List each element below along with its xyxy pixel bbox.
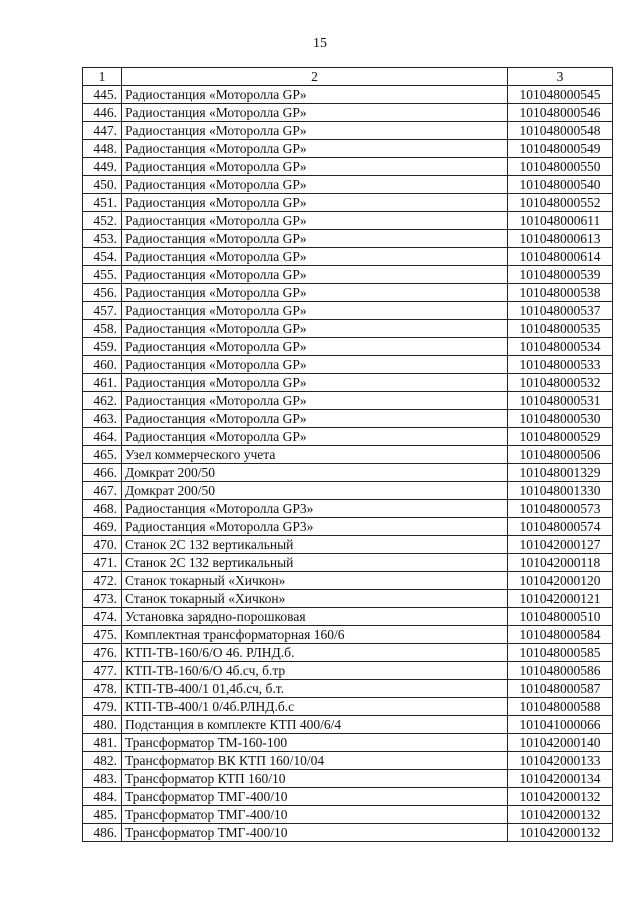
- inventory-code: 101048000532: [508, 374, 613, 392]
- row-number: 472.: [83, 572, 122, 590]
- item-name: Радиостанция «Моторолла GP»: [122, 158, 508, 176]
- inventory-code: 101048001329: [508, 464, 613, 482]
- inventory-code: 101048001330: [508, 482, 613, 500]
- table-body: [83, 86, 613, 842]
- row-number: 475.: [83, 626, 122, 644]
- row-number: 446.: [83, 104, 122, 122]
- item-name: Радиостанция «Моторолла GP»: [122, 194, 508, 212]
- inventory-code: 101048000529: [508, 428, 613, 446]
- item-name: Домкрат 200/50: [122, 482, 508, 500]
- table-row: [83, 716, 613, 734]
- item-name: Радиостанция «Моторолла GP»: [122, 230, 508, 248]
- row-number: 481.: [83, 734, 122, 752]
- row-number: 451.: [83, 194, 122, 212]
- table-row: [83, 824, 613, 842]
- row-number: 476.: [83, 644, 122, 662]
- item-name: КТП-ТВ-160/6/О 4б.сч, б.тр: [122, 662, 508, 680]
- row-number: 455.: [83, 266, 122, 284]
- row-number: 464.: [83, 428, 122, 446]
- inventory-code: 101048000531: [508, 392, 613, 410]
- row-number: 474.: [83, 608, 122, 626]
- item-name: Подстанция в комплекте КТП 400/6/4: [122, 716, 508, 734]
- row-number: 483.: [83, 770, 122, 788]
- item-name: Радиостанция «Моторолла GP»: [122, 356, 508, 374]
- row-number: 484.: [83, 788, 122, 806]
- inventory-code: 101048000545: [508, 86, 613, 104]
- inventory-code: 101042000132: [508, 788, 613, 806]
- item-name: Радиостанция «Моторолла GP»: [122, 122, 508, 140]
- inventory-code: 101048000574: [508, 518, 613, 536]
- table-row: [83, 176, 613, 194]
- item-name: Установка зарядно-порошковая: [122, 608, 508, 626]
- table-row: [83, 572, 613, 590]
- inventory-code: 101048000552: [508, 194, 613, 212]
- table-header-row: [83, 68, 613, 86]
- item-name: Радиостанция «Моторолла GP»: [122, 374, 508, 392]
- item-name: Радиостанция «Моторолла GP3»: [122, 500, 508, 518]
- header-col-number: 1: [83, 68, 122, 86]
- row-number: 471.: [83, 554, 122, 572]
- item-name: Станок 2С 132 вертикальный: [122, 554, 508, 572]
- item-name: Трансформатор ТМГ-400/10: [122, 824, 508, 842]
- item-name: КТП-ТВ-160/6/О 46. РЛНД.б.: [122, 644, 508, 662]
- item-name: Радиостанция «Моторолла GP»: [122, 392, 508, 410]
- row-number: 452.: [83, 212, 122, 230]
- row-number: 480.: [83, 716, 122, 734]
- inventory-code: 101048000537: [508, 302, 613, 320]
- header-col-name: 2: [122, 68, 508, 86]
- table-row: [83, 644, 613, 662]
- inventory-code: 101042000127: [508, 536, 613, 554]
- inventory-code: 101048000506: [508, 446, 613, 464]
- item-name: Радиостанция «Моторолла GP»: [122, 212, 508, 230]
- row-number: 468.: [83, 500, 122, 518]
- table-row: [83, 482, 613, 500]
- inventory-code: 101042000132: [508, 824, 613, 842]
- table-row: [83, 680, 613, 698]
- row-number: 461.: [83, 374, 122, 392]
- row-number: 469.: [83, 518, 122, 536]
- row-number: 448.: [83, 140, 122, 158]
- table-row: [83, 248, 613, 266]
- item-name: Радиостанция «Моторолла GP»: [122, 176, 508, 194]
- table-row: [83, 356, 613, 374]
- item-name: Радиостанция «Моторолла GP»: [122, 266, 508, 284]
- row-number: 447.: [83, 122, 122, 140]
- item-name: Трансформатор КТП 160/10: [122, 770, 508, 788]
- table-row: [83, 536, 613, 554]
- item-name: Станок токарный «Хичкон»: [122, 572, 508, 590]
- table-row: [83, 626, 613, 644]
- table-row: [83, 734, 613, 752]
- table-row: [83, 500, 613, 518]
- table-row: [83, 698, 613, 716]
- item-name: Домкрат 200/50: [122, 464, 508, 482]
- table-row: [83, 752, 613, 770]
- inventory-code: 101048000586: [508, 662, 613, 680]
- inventory-code: 101048000534: [508, 338, 613, 356]
- inventory-code: 101042000120: [508, 572, 613, 590]
- table-row: [83, 662, 613, 680]
- table-row: [83, 374, 613, 392]
- row-number: 485.: [83, 806, 122, 824]
- inventory-code: 101048000530: [508, 410, 613, 428]
- table-row: [83, 428, 613, 446]
- table-row: [83, 410, 613, 428]
- row-number: 445.: [83, 86, 122, 104]
- inventory-code: 101042000133: [508, 752, 613, 770]
- table-row: [83, 554, 613, 572]
- table-row: [83, 788, 613, 806]
- inventory-code: 101048000533: [508, 356, 613, 374]
- inventory-code: 101048000614: [508, 248, 613, 266]
- row-number: 460.: [83, 356, 122, 374]
- inventory-code: 101048000584: [508, 626, 613, 644]
- table-row: [83, 464, 613, 482]
- item-name: Радиостанция «Моторолла GP»: [122, 338, 508, 356]
- header-col-code: 3: [508, 68, 613, 86]
- table-row: [83, 212, 613, 230]
- row-number: 462.: [83, 392, 122, 410]
- row-number: 456.: [83, 284, 122, 302]
- row-number: 467.: [83, 482, 122, 500]
- inventory-code: 101048000573: [508, 500, 613, 518]
- inventory-code: 101042000121: [508, 590, 613, 608]
- item-name: Радиостанция «Моторолла GP»: [122, 140, 508, 158]
- inventory-code: 101048000540: [508, 176, 613, 194]
- inventory-code: 101041000066: [508, 716, 613, 734]
- inventory-code: 101048000613: [508, 230, 613, 248]
- item-name: Радиостанция «Моторолла GP»: [122, 248, 508, 266]
- table-row: [83, 320, 613, 338]
- item-name: КТП-ТВ-400/1 0/4б.РЛНД.б.с: [122, 698, 508, 716]
- table-row: [83, 770, 613, 788]
- row-number: 463.: [83, 410, 122, 428]
- item-name: Радиостанция «Моторолла GP»: [122, 320, 508, 338]
- table-row: [83, 104, 613, 122]
- table-row: [83, 608, 613, 626]
- table-row: [83, 338, 613, 356]
- item-name: Трансформатор ТМГ-400/10: [122, 788, 508, 806]
- table-row: [83, 806, 613, 824]
- row-number: 482.: [83, 752, 122, 770]
- table-row: [83, 122, 613, 140]
- table-row: [83, 284, 613, 302]
- page-number: 15: [313, 36, 327, 51]
- row-number: 477.: [83, 662, 122, 680]
- table-row: [83, 86, 613, 104]
- item-name: Радиостанция «Моторолла GP»: [122, 410, 508, 428]
- table-row: [83, 590, 613, 608]
- inventory-code: 101048000611: [508, 212, 613, 230]
- table-row: [83, 518, 613, 536]
- item-name: Радиостанция «Моторолла GP»: [122, 104, 508, 122]
- item-name: КТП-ТВ-400/1 01,4б.сч, б.т.: [122, 680, 508, 698]
- item-name: Трансформатор ТМГ-400/10: [122, 806, 508, 824]
- inventory-code: 101048000548: [508, 122, 613, 140]
- item-name: Радиостанция «Моторолла GP»: [122, 86, 508, 104]
- inventory-code: 101048000539: [508, 266, 613, 284]
- item-name: Радиостанция «Моторолла GP3»: [122, 518, 508, 536]
- row-number: 459.: [83, 338, 122, 356]
- inventory-code: 101042000140: [508, 734, 613, 752]
- inventory-code: 101048000535: [508, 320, 613, 338]
- row-number: 450.: [83, 176, 122, 194]
- table-row: [83, 140, 613, 158]
- inventory-code: 101048000585: [508, 644, 613, 662]
- item-name: Комплектная трансформаторная 160/6: [122, 626, 508, 644]
- table-row: [83, 446, 613, 464]
- row-number: 473.: [83, 590, 122, 608]
- item-name: Радиостанция «Моторолла GP»: [122, 302, 508, 320]
- row-number: 453.: [83, 230, 122, 248]
- row-number: 470.: [83, 536, 122, 554]
- row-number: 466.: [83, 464, 122, 482]
- inventory-code: 101048000549: [508, 140, 613, 158]
- item-name: Станок 2С 132 вертикальный: [122, 536, 508, 554]
- row-number: 486.: [83, 824, 122, 842]
- row-number: 454.: [83, 248, 122, 266]
- table-row: [83, 230, 613, 248]
- table-row: [83, 302, 613, 320]
- inventory-code: 101042000134: [508, 770, 613, 788]
- row-number: 449.: [83, 158, 122, 176]
- inventory-code: 101048000546: [508, 104, 613, 122]
- inventory-code: 101048000588: [508, 698, 613, 716]
- item-name: Радиостанция «Моторолла GP»: [122, 428, 508, 446]
- item-name: Радиостанция «Моторолла GP»: [122, 284, 508, 302]
- row-number: 458.: [83, 320, 122, 338]
- row-number: 479.: [83, 698, 122, 716]
- inventory-code: 101042000132: [508, 806, 613, 824]
- inventory-code: 101048000550: [508, 158, 613, 176]
- item-name: Узел коммерческого учета: [122, 446, 508, 464]
- table-row: [83, 158, 613, 176]
- table-row: [83, 266, 613, 284]
- inventory-table: [82, 67, 613, 842]
- item-name: Трансформатор ВК КТП 160/10/04: [122, 752, 508, 770]
- row-number: 465.: [83, 446, 122, 464]
- inventory-code: 101048000587: [508, 680, 613, 698]
- item-name: Трансформатор ТМ-160-100: [122, 734, 508, 752]
- inventory-code: 101048000510: [508, 608, 613, 626]
- row-number: 478.: [83, 680, 122, 698]
- table-row: [83, 392, 613, 410]
- inventory-code: 101042000118: [508, 554, 613, 572]
- inventory-code: 101048000538: [508, 284, 613, 302]
- row-number: 457.: [83, 302, 122, 320]
- table-row: [83, 194, 613, 212]
- item-name: Станок токарный «Хичкон»: [122, 590, 508, 608]
